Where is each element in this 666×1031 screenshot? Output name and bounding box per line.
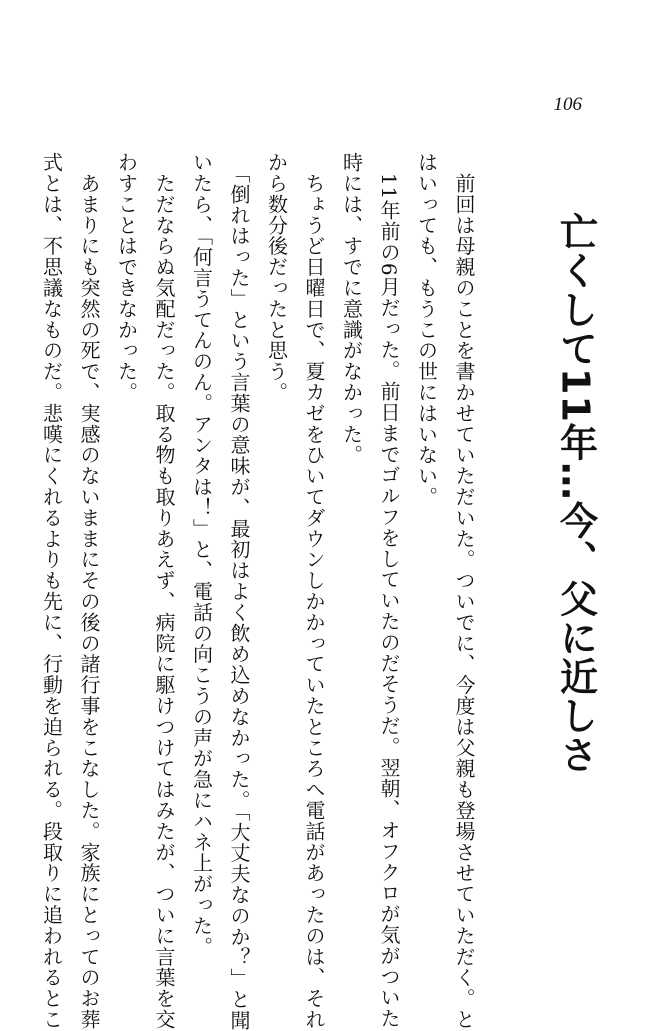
paragraph: あまりにも突然の死で、実感のないままにその後の諸行事をこなした。家族にとってのお葬 式とは、不思議なものだ。悲嘆にくれるよりも先に、行動を迫られる。段取りに追われるとこ <box>39 152 101 1030</box>
article-body <box>39 152 482 1031</box>
paragraph: ちょうど日曜日で、夏カゼをひいてダウンしかかっていたところへ電話があったのは、それ から数分後だったと思う。 <box>264 152 326 1030</box>
paragraph: 前回は母親のことを書かせていただいた。ついでに、今度は父親も登場させていただく。と はいっても、もうこの世にはいない。 <box>414 152 476 1030</box>
paragraph: ただならぬ気配だった。取る物も取りあえず、病院に駆けつけてはみたが、ついに言葉を交 わすことはできなかった。 <box>114 152 176 1030</box>
paragraph: 「倒れはった」という言葉の意味が、最初はよく飲め込めなかった。「大丈夫なのか？」と聞 いたら、「何言うてんのん。アンタは！」と、電話の向こうの声が急にハネ上がった。 <box>189 152 251 1031</box>
paragraph: 11年前の6月だった。前日までゴルフをしていたのだそうだ。翌朝、オフクロが気がついた 時には、すでに意識がなかった。 <box>339 152 401 1029</box>
page-number: 106 <box>553 94 582 115</box>
article-title: 亡くして11年…今、父に近しさ <box>553 212 598 774</box>
